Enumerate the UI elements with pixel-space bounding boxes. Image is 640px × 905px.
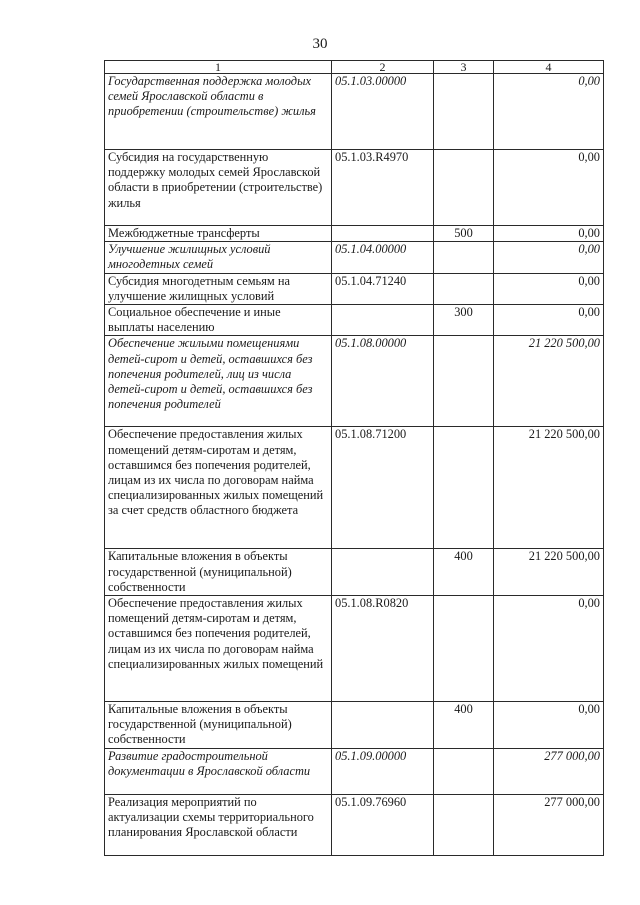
row-name: Обеспечение предоставления жилых помещений детям-сиротам и детям, оставшимся без попечения родителей, лицам из их числа по договорам найма специализированных жилых помещений за счет средств областного бюджета — [105, 427, 332, 549]
row-expense-type — [434, 74, 494, 150]
row-expense-type: 300 — [434, 305, 494, 336]
row-amount: 21 220 500,00 — [494, 336, 604, 427]
table-row — [105, 794, 604, 855]
budget-table — [104, 60, 604, 856]
table-header-row — [105, 61, 604, 74]
row-amount: 277 000,00 — [494, 794, 604, 855]
row-name: Межбюджетные трансферты — [105, 226, 332, 242]
table-row — [105, 702, 604, 749]
row-expense-type — [434, 273, 494, 304]
page-number: 30 — [312, 36, 328, 52]
table-row — [105, 427, 604, 549]
column-header-4: 4 — [494, 61, 604, 74]
row-amount: 0,00 — [494, 596, 604, 702]
row-expense-type — [434, 336, 494, 427]
row-name: Капитальные вложения в объекты государственной (муниципальной) собственности — [105, 702, 332, 749]
row-name: Обеспечение предоставления жилых помещений детям-сиротам и детям, оставшимся без попечения родителей, лицам из их числа по договорам найма специализированных жилых помещений — [105, 596, 332, 702]
row-code — [332, 226, 434, 242]
column-header-1: 1 — [105, 61, 332, 74]
column-header-3: 3 — [434, 61, 494, 74]
row-amount: 0,00 — [494, 305, 604, 336]
row-amount: 0,00 — [494, 273, 604, 304]
table-row-program — [105, 336, 604, 427]
column-header-2: 2 — [332, 61, 434, 74]
row-amount: 0,00 — [494, 74, 604, 150]
row-name: Субсидия многодетным семьям на улучшение жилищных условий — [105, 273, 332, 304]
row-amount: 0,00 — [494, 702, 604, 749]
row-expense-type — [434, 242, 494, 273]
row-amount: 0,00 — [494, 242, 604, 273]
row-name: Субсидия на государственную поддержку молодых семей Ярославской области в приобретении (строительстве) жилья — [105, 150, 332, 226]
row-code — [332, 549, 434, 596]
row-expense-type: 400 — [434, 702, 494, 749]
row-code: 05.1.08.R0820 — [332, 596, 434, 702]
row-name: Капитальные вложения в объекты государственной (муниципальной) собственности — [105, 549, 332, 596]
row-expense-type: 400 — [434, 549, 494, 596]
row-code — [332, 305, 434, 336]
row-code: 05.1.04.00000 — [332, 242, 434, 273]
row-amount: 21 220 500,00 — [494, 427, 604, 549]
row-code: 05.1.09.76960 — [332, 794, 434, 855]
row-code: 05.1.03.R4970 — [332, 150, 434, 226]
table-row-program — [105, 74, 604, 150]
table-row-program — [105, 748, 604, 794]
row-name: Социальное обеспечение и иные выплаты населению — [105, 305, 332, 336]
row-code: 05.1.08.71200 — [332, 427, 434, 549]
row-name: Обеспечение жилыми помещениями детей-сирот и детей, оставшихся без попечения родителей, лиц из числа детей-сирот и детей, оставшихся без попечения родителей — [105, 336, 332, 427]
row-code: 05.1.09.00000 — [332, 748, 434, 794]
row-expense-type: 500 — [434, 226, 494, 242]
table-row — [105, 273, 604, 304]
row-expense-type — [434, 150, 494, 226]
table-row — [105, 226, 604, 242]
row-amount: 0,00 — [494, 150, 604, 226]
row-name: Развитие градостроительной документации в Ярославской области — [105, 748, 332, 794]
table-row — [105, 596, 604, 702]
table-row-program — [105, 242, 604, 273]
row-amount: 21 220 500,00 — [494, 549, 604, 596]
row-code: 05.1.08.00000 — [332, 336, 434, 427]
table-row — [105, 549, 604, 596]
row-amount: 0,00 — [494, 226, 604, 242]
row-code: 05.1.04.71240 — [332, 273, 434, 304]
table-row — [105, 150, 604, 226]
row-expense-type — [434, 794, 494, 855]
row-expense-type — [434, 748, 494, 794]
row-name: Государственная поддержка молодых семей Ярославской области в приобретении (строительстве) жилья — [105, 74, 332, 150]
row-name: Реализация мероприятий по актуализации схемы территориального планирования Ярославской области — [105, 794, 332, 855]
row-name: Улучшение жилищных условий многодетных семей — [105, 242, 332, 273]
row-code: 05.1.03.00000 — [332, 74, 434, 150]
row-amount: 277 000,00 — [494, 748, 604, 794]
row-expense-type — [434, 596, 494, 702]
row-expense-type — [434, 427, 494, 549]
table-row — [105, 305, 604, 336]
row-code — [332, 702, 434, 749]
